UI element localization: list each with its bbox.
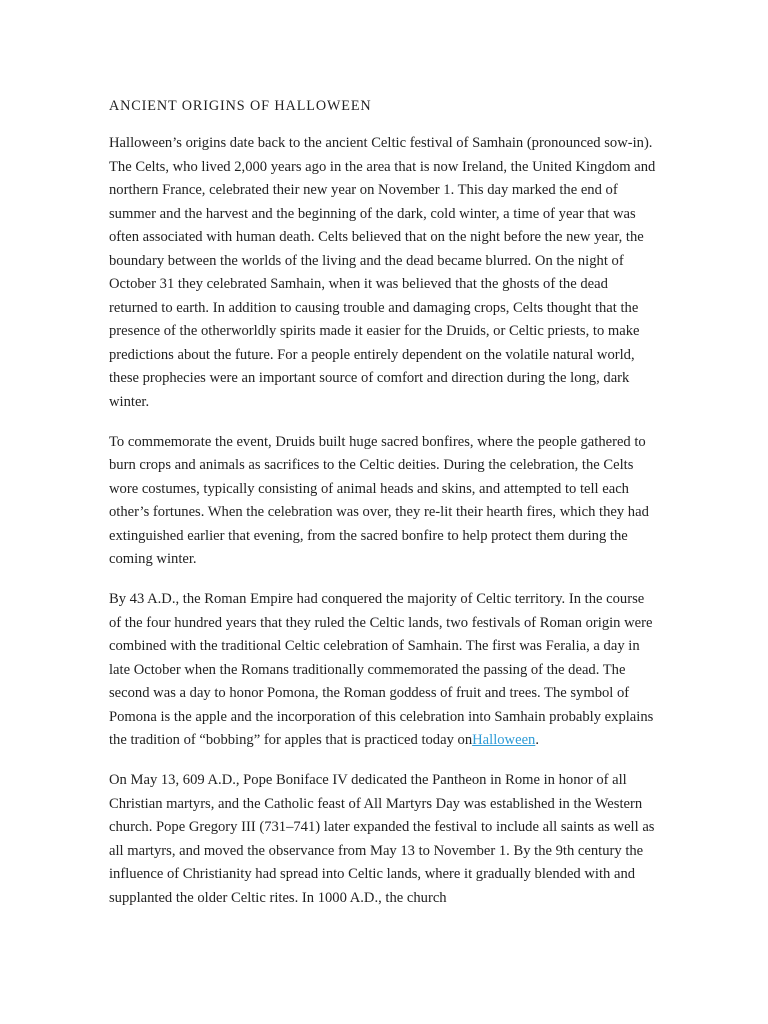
paragraph-christian-influence: On May 13, 609 A.D., Pope Boniface IV dedicated the Pantheon in Rome in honor of all Christian martyrs, and the Catholic feast of All Martyrs Day was established in the Western church. Pope Gregory III (731–741) later expanded the festival to include all saints as well as all martyrs, and moved the observance from May 13 to November 1. By the 9th century the influence of Christianity had spread into Celtic lands, where it gradually blended with and supplanted the older Celtic rites. In 1000 A.D., the church [109,772,655,906]
paragraph-bonfires: To commemorate the event, Druids built huge sacred bonfires, where the people gathered to burn crops and animals as sacrifices to the Celtic deities. During the celebration, the Celts wore costumes, typically consisting of animal heads and skins, and attempted to tell each other’s fortunes. When the celebration was over, they re-lit their hearth fires, which they had extinguished earlier that evening, from the sacred bonfire to help protect them during the coming winter. [109,433,649,567]
paragraph-roman-text: By 43 A.D., the Roman Empire had conquered the majority of Celtic territory. In the course of the four hundred years that they ruled the Celtic lands, two festivals of Roman origin were combined with the traditional Celtic celebration of Samhain. The first was Feralia, a day in late October when the Romans traditionally commemorated the passing of the dead. The second was a day to honor Pomona, the Roman goddess of fruit and trees. The symbol of Pomona is the apple and the incorporation of this celebration into Samhain probably explains the tradition of “bobbing” for apples that is practiced today on [109,591,654,748]
document-page [109,96,659,927]
document-title: ANCIENT ORIGINS OF HALLOWEEN [109,98,372,114]
paragraph-roman-influence [109,588,659,753]
paragraph-roman-end: . [535,732,539,748]
halloween-link[interactable]: Halloween [472,732,536,748]
paragraph-samhain-origins: Halloween’s origins date back to the ancient Celtic festival of Samhain (pronounced sow-in). The Celts, who lived 2,000 years ago in the area that is now Ireland, the United Kingdom and northern France, celebrated their new year on November 1. This day marked the end of summer and the harvest and the beginning of the dark, cold winter, a time of year that was often associated with human death. Celts believed that on the night before the new year, the boundary between the worlds of the living and the dead became blurred. On the night of October 31 they celebrated Samhain, when it was believed that the ghosts of the dead returned to earth. In addition to causing trouble and damaging crops, Celts thought that the presence of the otherworldly spirits made it easier for the Druids, or Celtic priests, to make predictions about the future. For a people entirely dependent on the volatile natural world, these prophecies were an important source of comfort and direction during the long, dark winter. [109,135,656,410]
